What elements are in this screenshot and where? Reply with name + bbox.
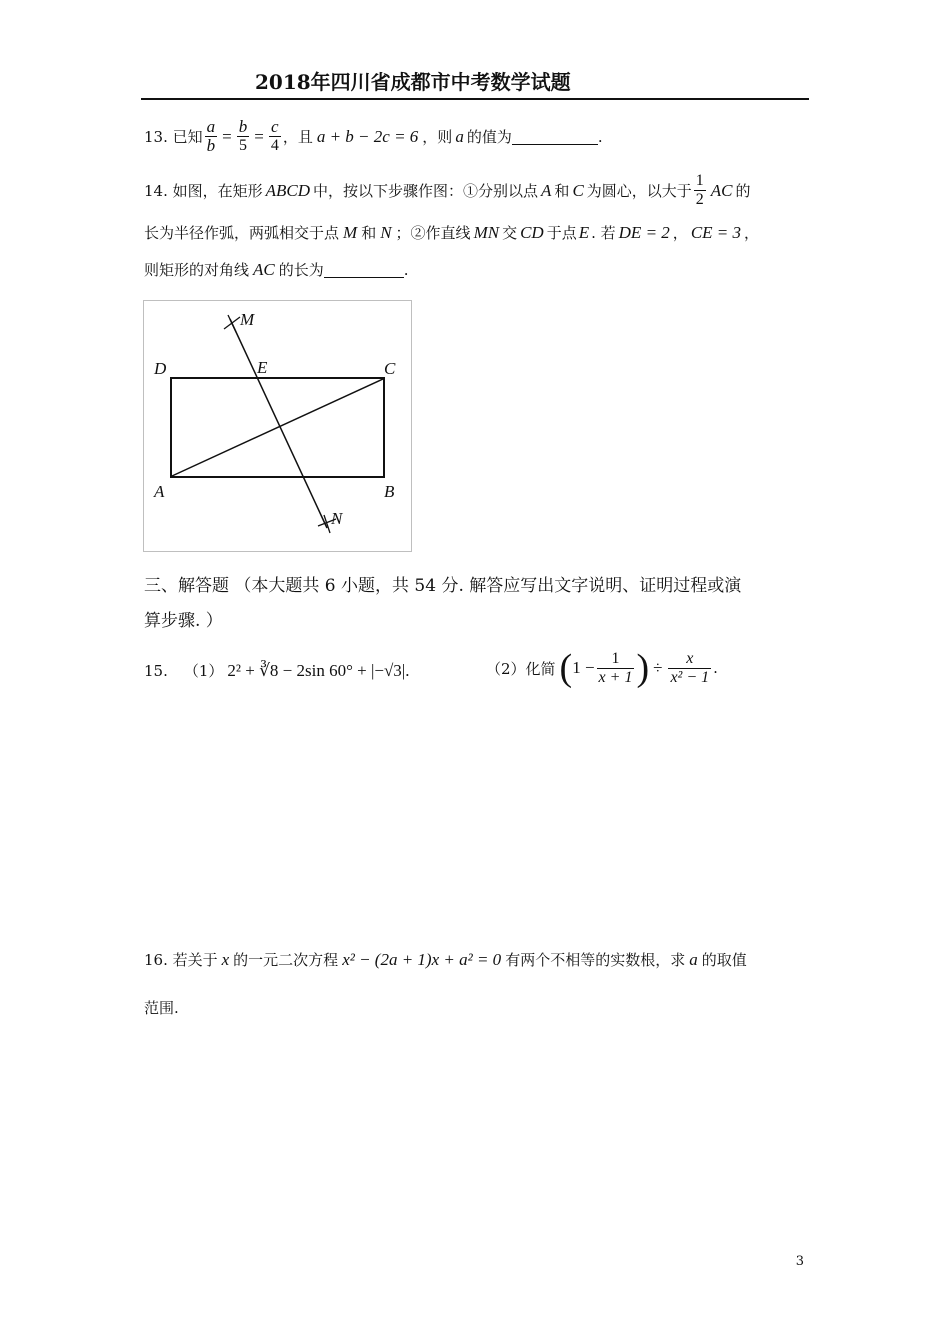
- numerator: x: [686, 649, 694, 667]
- fraction-1-over-x-plus-1: [597, 650, 635, 687]
- q14-text: 和: [554, 182, 570, 200]
- denominator: 2: [695, 191, 704, 208]
- q14-text: 中，按以下步骤作图：①分别以点: [313, 182, 539, 200]
- q15-one-minus: 1 −: [572, 658, 595, 677]
- period: .: [713, 659, 718, 677]
- fraction-c-over-4: [269, 118, 281, 155]
- arc-mark-m-2: [228, 315, 236, 332]
- diagonal-ac: [172, 379, 383, 476]
- label-c: C: [384, 359, 396, 378]
- equals-sign: =: [254, 126, 264, 146]
- fraction-b-over-5: [237, 118, 250, 155]
- q16-text: 有两个不相等的实数根，求: [505, 951, 686, 969]
- q16-equation: x² − (2a + 1)x + a² = 0: [342, 949, 502, 969]
- segment-ac: AC: [253, 259, 275, 279]
- q16-text: 的取值: [701, 951, 747, 969]
- division-sign: ÷: [653, 658, 663, 677]
- q15-number: 15.: [144, 661, 168, 680]
- denominator: b: [206, 136, 216, 155]
- question-16-line-2: 范围.: [144, 999, 179, 1017]
- period: .: [597, 127, 603, 146]
- line-mn: [230, 319, 327, 528]
- q13-prefix: 13. 已知: [144, 128, 203, 146]
- q14-text: 于点: [546, 224, 577, 242]
- q14-text: 14. 如图，在矩形: [144, 182, 263, 200]
- point-a: A: [541, 180, 552, 200]
- q13-tail: 的值为: [466, 128, 512, 146]
- section-3-heading: 三、解答题 （本大题共 6 小题，共 54 分. 解答应写出文字说明、证明过程或演: [144, 576, 742, 596]
- question-14-line-2: [144, 222, 759, 243]
- label-m: M: [240, 310, 255, 329]
- q15-part-2-label: （2）化简: [486, 659, 556, 678]
- denominator: x² − 1: [670, 668, 710, 686]
- figure-rectangle-construction: [143, 300, 412, 552]
- q14-text: ，: [744, 224, 760, 242]
- fraction-one-half: [694, 172, 706, 209]
- page-title: 2018年四川省成都市中考数学试题: [255, 70, 571, 94]
- q13-connector: ，且: [282, 128, 313, 146]
- q14-text: 为圆心，以大于: [586, 182, 692, 200]
- question-15-part-2: [486, 648, 718, 688]
- label-d: D: [154, 359, 167, 378]
- q14-text: 和: [361, 224, 377, 242]
- numerator: b: [238, 117, 248, 136]
- q14-text: 交: [502, 224, 518, 242]
- numerator: a: [206, 117, 216, 136]
- q14-text: ；②作直线: [395, 224, 471, 242]
- q14-text: . 若: [591, 224, 616, 242]
- fraction-a-over-b: [205, 118, 218, 155]
- question-13: [144, 118, 603, 155]
- segment-ac: AC: [710, 180, 733, 200]
- q14-text: 的: [735, 182, 751, 200]
- page-number: 3: [795, 1254, 804, 1269]
- label-b: B: [384, 482, 395, 501]
- point-m: M: [343, 222, 358, 242]
- q14-text: 则矩形的对角线: [144, 261, 250, 279]
- q16-variable-x: x: [221, 949, 230, 969]
- section-3-heading-cont: 算步骤. ）: [144, 611, 223, 631]
- q15-part-1-label: （1）: [183, 662, 224, 680]
- question-16: [144, 949, 747, 970]
- answer-blank[interactable]: [512, 128, 598, 145]
- numerator: 1: [695, 172, 704, 189]
- segment-cd: CD: [520, 222, 544, 242]
- equals-sign: =: [222, 126, 232, 146]
- q13-variable: a: [455, 126, 464, 146]
- q16-text: 的一元二次方程: [233, 951, 339, 969]
- question-15: [144, 660, 409, 681]
- q16-variable-a: a: [689, 949, 698, 969]
- denominator: 5: [238, 137, 247, 154]
- left-paren: (: [559, 647, 573, 689]
- period: .: [403, 260, 409, 279]
- label-n: N: [331, 509, 343, 528]
- point-e: E: [578, 222, 590, 242]
- right-paren: ): [636, 647, 650, 689]
- question-14-line-1: [144, 172, 751, 209]
- fraction-x-over-x2-minus-1: [668, 650, 711, 687]
- ce-value: CE = 3: [690, 222, 742, 242]
- answer-blank[interactable]: [324, 261, 404, 278]
- numerator: c: [271, 117, 279, 136]
- header-rule: [141, 98, 809, 100]
- q14-text: 长为半径作弧，两弧相交于点: [144, 224, 340, 242]
- de-value: DE = 2: [618, 222, 670, 242]
- q14-text: 的长为: [278, 261, 324, 279]
- q16-text: 16. 若关于: [144, 951, 218, 969]
- rectangle-name: ABCD: [265, 180, 311, 200]
- q13-condition: a + b − 2c = 6: [316, 126, 419, 146]
- denominator: 4: [270, 137, 279, 154]
- denominator: x + 1: [598, 668, 633, 686]
- q15-part-1-expression: 2² + ∛8 − 2sin 60° + |−√3|.: [227, 660, 410, 680]
- point-n: N: [380, 222, 392, 242]
- numerator: 1: [611, 649, 620, 667]
- line-mn: MN: [473, 222, 500, 242]
- figure-svg: [144, 301, 411, 551]
- label-e: E: [257, 358, 268, 377]
- point-c: C: [572, 180, 584, 200]
- label-a: A: [154, 482, 165, 501]
- q14-text: ，: [672, 224, 688, 242]
- q13-then: ，则: [422, 128, 453, 146]
- question-14-line-3: [144, 259, 409, 280]
